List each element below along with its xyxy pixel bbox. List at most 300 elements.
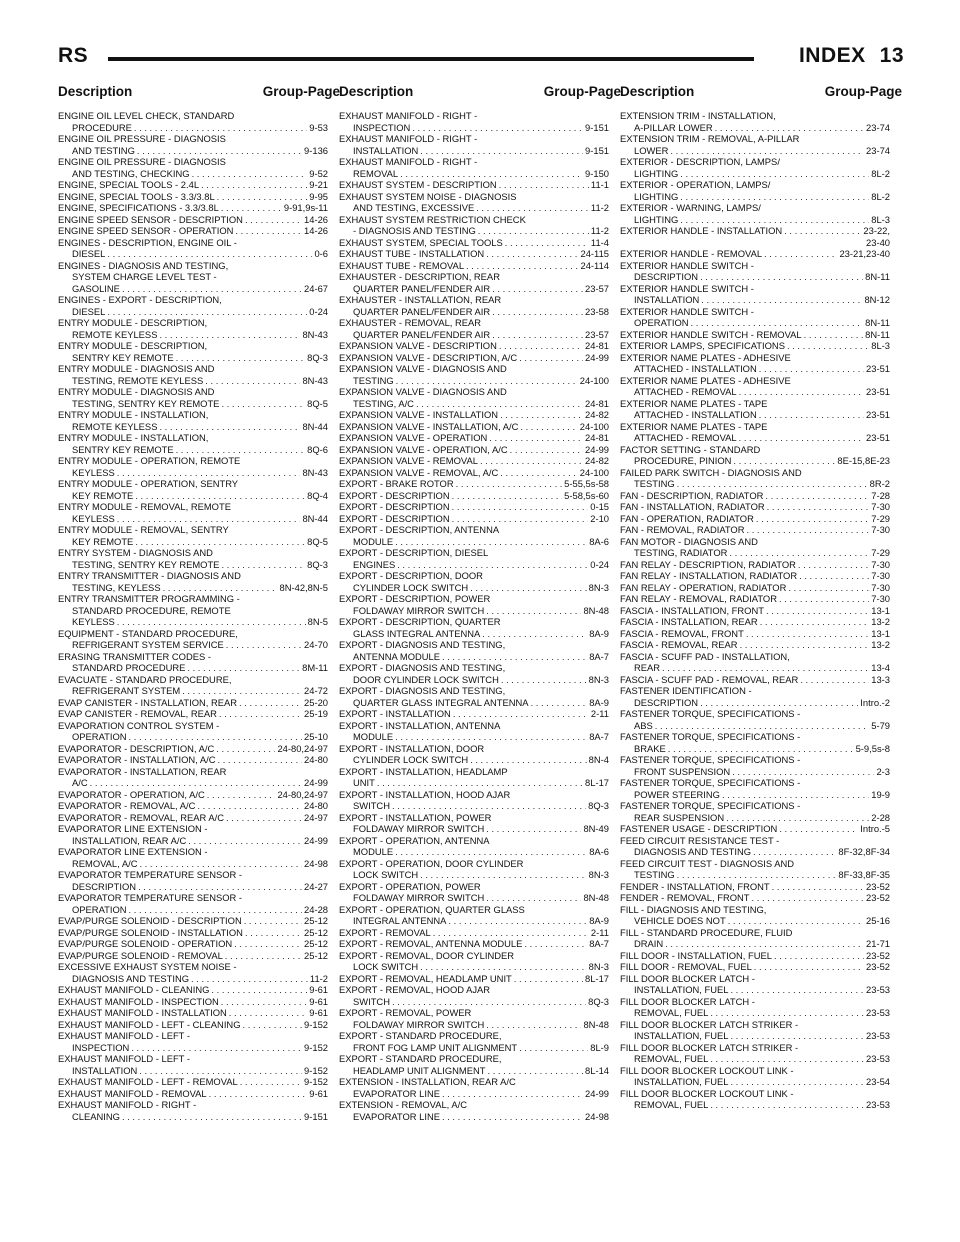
entry-text: REAR [634,662,661,673]
index-entry [620,904,890,927]
dot-leader [470,582,587,594]
group-page-ref: 8N-12 [864,294,890,305]
index-entry [339,1076,609,1099]
dot-leader [764,248,837,260]
index-entry [620,490,890,502]
entry-text: FAN RELAY - REMOVAL, RADIATOR [620,593,777,604]
index-entry [339,547,609,570]
group-page-ref: 8N-3 [588,869,609,880]
group-page-ref: 13-1 [871,604,890,616]
group-page-heading: Group-Page [262,84,340,99]
index-entry [339,467,609,479]
entry-text: REMOVAL, FUEL [634,1099,709,1110]
entry-text: KEYLESS [72,512,115,524]
dot-leader [245,214,302,226]
index-entry [620,582,890,594]
index-entry [339,490,609,502]
entry-line [339,973,609,985]
entry-line [58,179,328,191]
index-entry [339,858,609,881]
index-entry [339,214,609,237]
entry-text: ENTRY MODULE - DIAGNOSIS AND [58,363,215,374]
group-page-ref: 8Q-3 [307,558,328,570]
index-entry [620,260,890,283]
dot-leader [499,340,583,352]
entry-text: EXTERIOR NAME PLATES - TAPE [620,420,768,432]
group-page-ref: 23-40 [866,236,890,248]
index-entry [58,294,328,317]
entry-line [620,513,890,525]
group-page-ref: 24-99 [585,351,609,363]
entry-text: INSTALLATION, FUEL [634,1076,729,1087]
entry-line [58,777,328,789]
index-entry [620,881,890,893]
index-entry [620,329,890,341]
entry-text: DRAIN [634,938,664,949]
entry-text: EXPORT - DESCRIPTION [339,489,450,501]
entry-text: EVAPORATOR TEMPERATURE SENSOR - [58,892,243,903]
group-page-ref: 9-61 [309,984,328,995]
entry-text: EXTENSION - REMOVAL, A/C [339,1099,467,1110]
entry-line [339,432,609,444]
group-page-ref: 8N-44 [302,420,328,432]
index-entry [58,812,328,824]
index-entry [58,363,328,386]
group-page-ref: 2-3 [876,765,890,777]
entry-text: OPERATION [72,903,127,915]
entry-text: GASOLINE [72,282,120,294]
group-page-ref: 24-80 [304,754,328,765]
entry-text: ENGINE OIL PRESSURE - DIAGNOSIS [58,133,226,144]
index-entry [620,823,890,835]
index-entry [58,133,328,156]
entry-text: TESTING, KEYLESS [72,581,161,593]
entry-line [620,869,890,881]
entry-text: EXHAUST MANIFOLD - LEFT - CLEANING [58,1018,241,1030]
entry-line [58,536,328,548]
entry-text: DESCRIPTION [634,271,699,282]
entry-text: FILL DOOR BLOCKER LATCH - [620,972,755,984]
index-entry [620,536,890,559]
entry-text: FAN - OPERATION, RADIATOR [620,512,754,524]
index-entry [620,559,890,571]
index-entry [58,110,328,133]
index-entry [620,651,890,674]
entry-text: EXPANSION VALVE - REMOVAL, A/C [339,466,499,478]
entry-text: TESTING [634,478,675,489]
entry-text: CYLINDER LOCK SWITCH [353,754,469,765]
dot-leader [489,432,583,444]
entry-line [58,352,328,364]
entry-line [58,1111,328,1123]
group-page-ref: Intro.-2 [860,696,890,708]
entry-text: TESTING, A/C [353,397,414,409]
entry-text: FASCIA - SCUFF PAD - REMOVAL, REAR [620,673,799,685]
index-entry [58,915,328,927]
dot-leader [492,306,583,318]
entry-text: ENTRY MODULE - REMOVAL, REMOTE [58,501,231,512]
index-entry [339,570,609,593]
entry-text: SWITCH [353,995,390,1007]
entry-text: EXPORT - REMOVAL, POWER [339,1007,472,1018]
dot-leader [163,582,278,594]
group-page-ref: 7-30 [871,593,890,604]
dot-leader [395,536,587,548]
entry-line [620,490,890,502]
index-entry [58,386,328,409]
entry-text: LIGHTING [634,190,679,202]
entry-line [339,777,609,789]
group-page-ref: 24-81 [585,432,609,443]
dot-leader [217,191,308,203]
index-entry [58,317,328,340]
entry-line [58,973,328,985]
dot-leader [452,501,589,513]
dot-leader [400,168,583,180]
dot-leader [531,697,588,709]
entry-text: EXPORT - BRAKE ROTOR [339,478,454,489]
index-entry [339,881,609,904]
group-page-ref: 8L-14 [585,1064,609,1076]
group-page-ref: 24-67 [304,282,328,294]
entry-text: MODULE [353,535,394,547]
entry-text: EXHAUSTER - DESCRIPTION, REAR [339,271,500,282]
index-entry [339,789,609,812]
dot-leader [442,1111,583,1123]
index-entry [620,835,890,858]
index-entry [58,651,328,674]
dot-leader [135,490,305,502]
group-page-ref: 8A-7 [589,731,609,742]
dot-leader [730,1030,864,1042]
group-page-ref: 25-12 [304,938,328,949]
index-entry [620,283,890,306]
index-entry [620,421,890,444]
dot-leader [680,168,869,180]
index-entry [620,1042,890,1065]
index-entry [620,973,890,996]
entry-text: ENGINES - DIAGNOSIS AND TESTING, [58,259,229,271]
entry-text: EXHAUST MANIFOLD - LEFT - REMOVAL [58,1076,238,1087]
entry-text: CLEANING [72,1110,120,1122]
group-page-ref: 25-12 [304,915,328,926]
index-entry [58,697,328,709]
index-entry [620,352,890,375]
group-page-ref: 23-53 [866,1007,890,1018]
dot-leader [729,547,869,559]
entry-text: FOLDAWAY MIRROR SWITCH [353,1018,485,1030]
dot-leader [452,513,589,525]
entry-text: EXTERIOR HANDLE SWITCH - [620,305,754,317]
header-right [799,44,904,68]
entry-line [58,754,328,766]
entry-line [58,835,328,847]
dot-leader [235,225,302,237]
dot-leader [740,639,870,651]
index-entry [58,260,328,295]
dot-leader [499,179,589,191]
entry-text: INSTALLATION, FUEL [634,1030,729,1041]
entry-line [620,432,890,444]
group-page-ref: 8Q-3 [588,800,609,811]
entry-line [620,662,890,674]
entry-line [620,674,890,686]
dot-leader [216,743,275,755]
dot-leader [728,915,864,927]
entry-text: FAN RELAY - INSTALLATION, RADIATOR [620,570,798,581]
entry-line [58,915,328,927]
dot-leader [765,490,869,502]
entry-text: DESCRIPTION [634,696,699,708]
index-entry [339,720,609,743]
entry-text: EVAP/PURGE SOLENOID - REMOVAL [58,949,223,961]
index-entry [58,720,328,743]
entry-text: INSPECTION [72,1041,130,1053]
entry-text: ENTRY MODULE - OPERATION, REMOTE [58,455,241,466]
index-entry [58,789,328,801]
page-header [58,44,904,74]
dot-leader [117,513,301,525]
entry-text: ABS [634,719,653,731]
dot-leader [519,1042,588,1054]
entry-text: TESTING [353,374,394,386]
dot-leader [442,1088,583,1100]
entry-line [58,467,328,479]
entry-text: - DIAGNOSIS AND TESTING [353,225,476,236]
entry-line [339,1019,609,1031]
index-entry [58,1007,328,1019]
dot-leader [767,501,870,513]
dot-leader [486,823,581,835]
dot-leader [442,651,587,663]
index-entry [58,570,328,593]
entry-line [339,225,609,237]
group-page-ref: 9-151 [585,144,609,156]
index-entry [58,524,328,547]
entry-text: EXHAUST SYSTEM RESTRICTION CHECK [339,213,526,225]
dot-leader [191,973,308,985]
group-page-ref: 9-152 [304,1041,328,1053]
entry-text: LOCK SWITCH [353,961,419,972]
dot-leader [804,329,864,341]
entry-line [58,191,328,203]
entry-line [339,1111,609,1123]
entry-text: GLASS INTEGRAL ANTENNA [353,627,481,639]
index-entry [339,340,609,352]
entry-text: LOCK SWITCH [353,869,419,880]
dot-leader [798,559,869,571]
dot-leader [453,708,589,720]
group-page-ref: 8A-6 [589,535,609,547]
group-page-ref: 9-151 [585,121,609,133]
dot-leader [492,283,583,295]
dot-leader [226,639,302,651]
entry-line [620,950,890,962]
entry-line [339,145,609,157]
entry-text: FILL DOOR BLOCKER LOCKOUT LINK - [620,1087,794,1099]
entry-text: EXPANSION VALVE - DESCRIPTION, A/C [339,351,518,363]
entry-line [58,984,328,996]
dot-leader [662,662,869,674]
dot-leader [117,467,301,479]
group-page-ref: 24-100 [579,374,609,386]
index-entry [620,306,890,329]
group-page-ref: 9-61 [309,1007,328,1018]
entry-text: DIESEL [72,248,106,259]
index-entry [58,1053,328,1076]
dot-leader [510,444,583,456]
entry-line [620,639,890,651]
entry-line [339,536,609,548]
index-entry [620,605,890,617]
group-page-ref: 25-12 [304,926,328,938]
entry-text: ENGINE OIL PRESSURE - DIAGNOSIS [58,156,226,167]
entry-line [58,329,328,341]
entry-text: FAN RELAY - DESCRIPTION, RADIATOR [620,558,796,570]
dot-leader [799,570,869,582]
dot-leader [397,559,588,571]
entry-text: EXHAUST MANIFOLD - CLEANING [58,984,210,995]
dot-leader [772,881,864,893]
group-page-ref: 23-52 [866,949,890,961]
index-entry [339,708,609,720]
entry-line [58,662,328,674]
group-page-ref: 11-2 [590,225,609,236]
entry-text: CYLINDER LOCK SWITCH [353,581,469,593]
entry-text: SYSTEM CHARGE LEVEL TEST - [72,271,217,282]
dot-leader [218,754,303,766]
dot-leader [732,766,874,778]
group-page-ref: 23-57 [585,282,609,294]
group-page-ref: 24-81 [585,340,609,351]
dot-leader [514,973,583,985]
group-page-ref: 23-54 [866,1076,890,1087]
group-page-ref: 23-51 [866,432,890,443]
entry-text: INSPECTION [353,121,411,133]
entry-line [58,743,328,755]
entry-text: PROCEDURE [72,121,132,133]
dot-leader [779,593,869,605]
group-page-ref: 8F-33,8F-35 [838,869,890,880]
entry-text: FILL - DIAGNOSIS AND TESTING, [620,903,767,915]
entry-text: EXPORT - DIAGNOSIS AND TESTING, [339,685,506,696]
group-page-ref: 8N-11 [865,328,890,340]
entry-text: INSTALLATION [72,1064,138,1076]
index-entry [58,156,328,179]
group-page-ref: Intro.-5 [860,823,890,834]
entry-text: EXPORT - INSTALLATION, DOOR [339,742,485,754]
entry-line [58,731,328,743]
group-page-ref: 8L-2 [871,190,890,202]
index-entry [58,179,328,191]
entry-text: REMOVAL, A/C [72,857,138,869]
dot-leader [730,1076,864,1088]
index-entry [58,892,328,915]
entry-line [339,478,609,490]
dot-leader [139,858,302,870]
entry-text: ENTRY TRANSMITTER PROGRAMMING - [58,593,240,604]
entry-line [620,547,890,559]
entry-text: EXHAUST MANIFOLD - RIGHT - [339,133,478,144]
dot-leader [221,398,305,410]
index-entry [620,674,890,686]
section-title: INDEX [798,44,866,67]
index-entry [58,214,328,226]
index-entry [58,1088,328,1100]
entry-text: ENGINE, SPECIFICATIONS - 3.3/3.8L [58,202,219,213]
entry-text: FASTENER TORQUE, SPECIFICATIONS - [620,800,801,811]
dot-leader [665,938,864,950]
group-page-heading: Group-Page [543,84,621,99]
entry-text: QUARTER GLASS INTEGRAL ANTENNA [353,696,529,708]
entry-line [339,329,609,341]
entry-line [339,467,609,479]
entry-text: EXPORT - STANDARD PROCEDURE, [339,1030,502,1041]
entry-text: FAILED PARK SWITCH - DIAGNOSIS AND [620,466,802,478]
entry-line [620,501,890,513]
group-page-ref: 7-30 [871,581,890,593]
entry-line [58,1076,328,1088]
entry-text: EXHAUSTER - INSTALLATION, REAR [339,294,502,305]
dot-leader [395,846,587,858]
dot-leader [420,145,583,157]
entry-text: EVAP/PURGE SOLENOID - OPERATION [58,938,233,949]
group-page-ref: 24-80 [304,800,328,811]
group-page-ref: 0-6 [314,248,328,259]
group-page-ref: 13-2 [871,639,890,650]
entry-text: FAN - DESCRIPTION, RADIATOR [620,489,764,501]
index-column-1 [58,110,328,1122]
entry-text: EXPORT - INSTALLATION, ANTENNA [339,719,501,731]
index-entry [58,754,328,766]
group-page-ref: 8Q-6 [307,443,328,455]
index-entry [58,225,328,237]
entry-text: FAN MOTOR - DIAGNOSIS AND [620,535,758,547]
group-page-ref: 8N-3 [588,961,609,972]
entry-text: EXPANSION VALVE - DIAGNOSIS AND [339,363,507,374]
index-entry [58,191,328,203]
entry-text: INSTALLATION, REAR A/C [72,834,187,846]
entry-text: EXPORT - REMOVAL, DOOR CYLINDER [339,949,515,961]
entry-line [339,409,609,421]
index-entry [620,639,890,651]
dot-leader [134,122,307,134]
dot-leader [788,582,869,594]
group-page-ref: 8N-43 [302,374,328,386]
entry-text: ENTRY TRANSMITTER - DIAGNOSIS AND [58,570,241,581]
group-page-ref: 9-52 [309,167,328,179]
entry-text: EVAP CANISTER - INSTALLATION, REAR [58,696,238,708]
entry-text: EXPORT - DIAGNOSIS AND TESTING, [339,662,506,673]
entry-line [58,881,328,893]
group-page-ref: 9-150 [585,167,609,179]
entry-text: ENGINES - EXPORT - DESCRIPTION, [58,294,222,305]
dot-leader [122,283,302,295]
dot-leader [486,605,581,617]
entry-text: EXPORT - INSTALLATION, HEADLAMP [339,765,508,777]
entry-text: ENTRY SYSTEM - DIAGNOSIS AND [58,547,213,558]
entry-text: ENTRY MODULE - OPERATION, SENTRY [58,478,239,489]
dot-leader [655,720,869,732]
entry-line [339,674,609,686]
entry-text: EVAPORATOR LINE EXTENSION - [58,846,208,857]
entry-text: EXTERIOR NAME PLATES - TAPE [620,397,768,409]
group-page-ref: 8A-7 [589,938,609,949]
group-page-ref: 24-81 [585,397,609,409]
index-entry [339,317,609,340]
entry-line [620,386,890,398]
entry-text: EXPORT - REMOVAL [339,926,431,938]
